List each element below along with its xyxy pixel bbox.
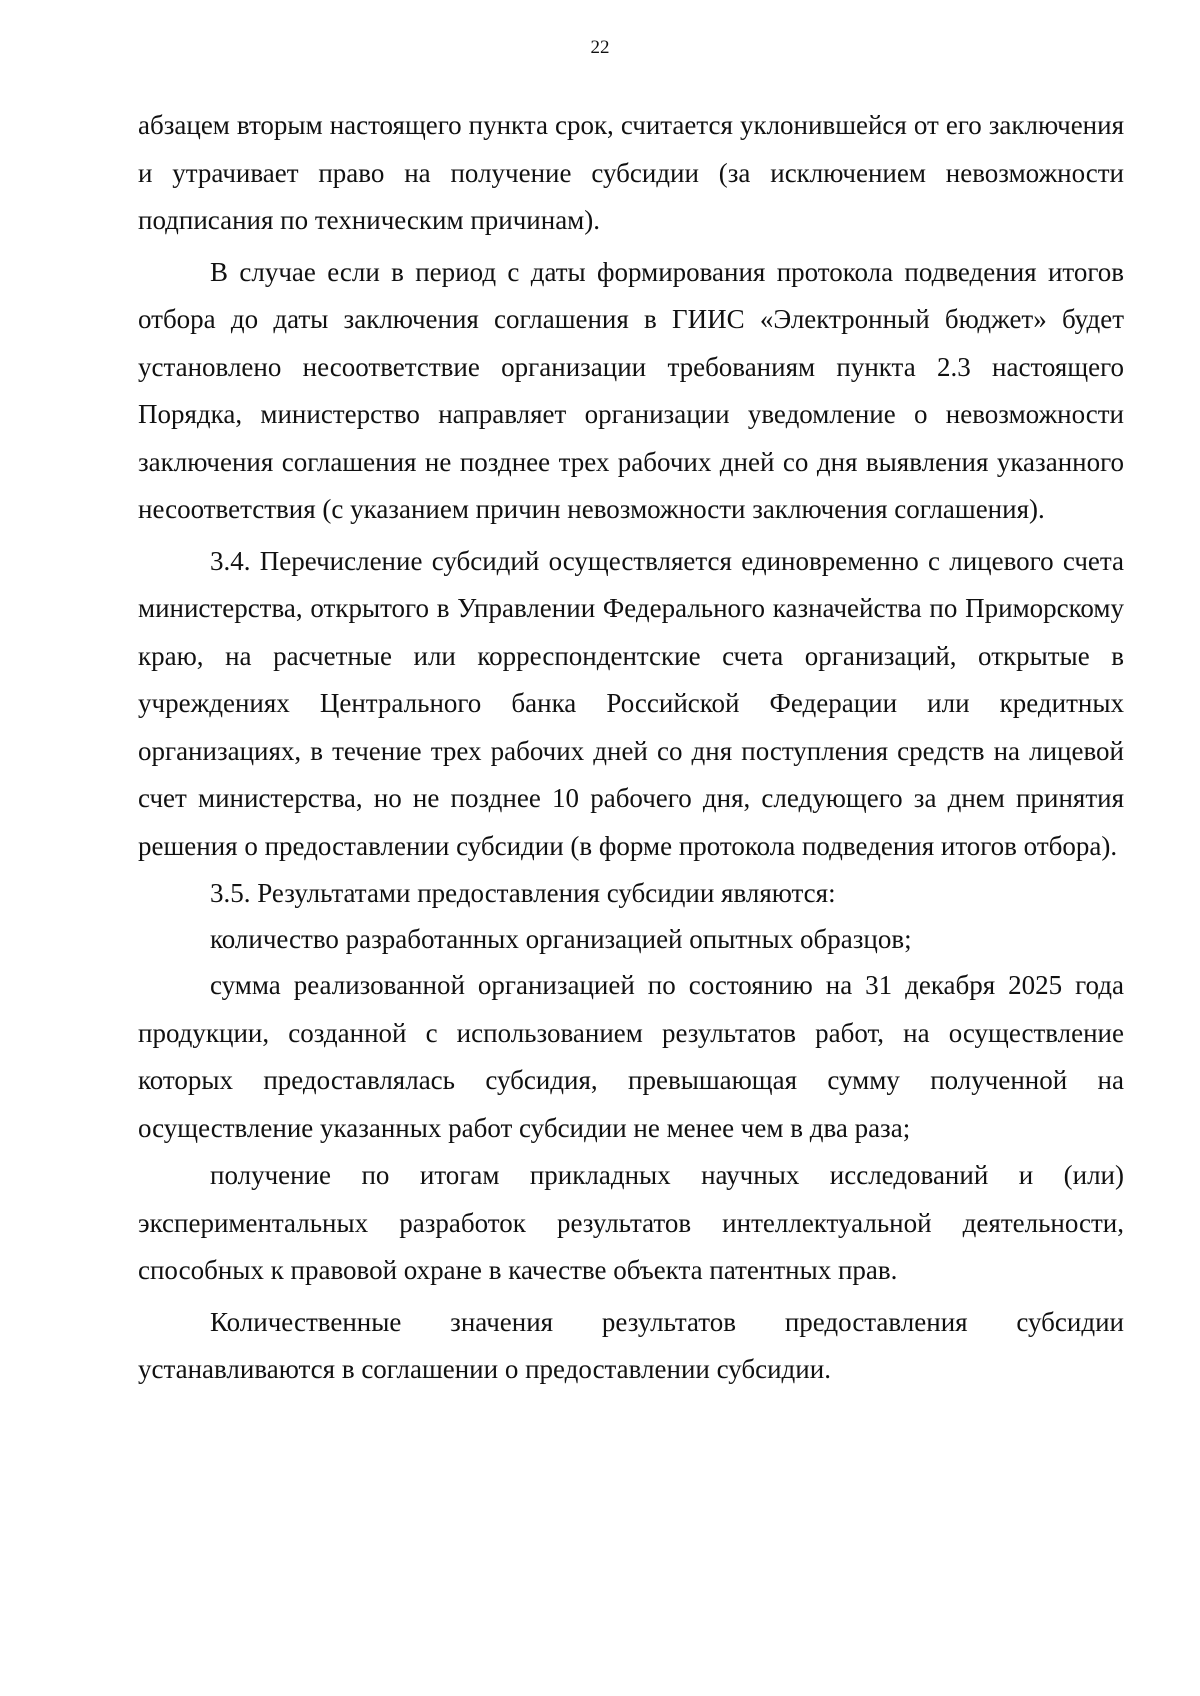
paragraph-result-patents: получение по итогам прикладных научных исследований и (или) экспериментальных разработок результатов интеллектуальной деятельности, способных к правовой охране в качестве объекта патентных прав.: [138, 1160, 1124, 1285]
document-body: [138, 102, 1124, 1394]
paragraph-quantitative-values: Количественные значения результатов предоставления субсидии устанавливаются в соглашении о предоставлении субсидии.: [138, 1306, 1124, 1384]
paragraph-continuation: абзацем вторым настоящего пункта срок, считается уклонившейся от его заключения и утрачивает право на получение субсидии (за исключением невозможности подписания по техническим причинам).: [138, 110, 1124, 235]
paragraph-mismatch-notice: В случае если в период с даты формирования протокола подведения итогов отбора до даты заключения соглашения в ГИИС «Электронный бюджет» будет установлено несоответствие организации требованиям пункта 2.3 настоящего Порядка, министерство направляет организации уведомление о невозможности заключения соглашения не позднее трех рабочих дней со дня выявления указанного несоответствия (с указанием причин невозможности заключения соглашения).: [138, 256, 1124, 524]
paragraph-result-prototypes: количество разработанных организацией опытных образцов;: [210, 924, 912, 954]
paragraph-result-sales: сумма реализованной организацией по состоянию на 31 декабря 2025 года продукции, созданной с использованием результатов работ, на осуществление которых предоставлялась субсидия, превышающая сумму полученной на осуществление указанных работ субсидии не менее чем в два раза;: [138, 970, 1124, 1143]
paragraph-3-5-results: 3.5. Результатами предоставления субсидии являются:: [210, 878, 836, 908]
page-number: 22: [590, 37, 610, 58]
paragraph-3-4-transfer: 3.4. Перечисление субсидий осуществляется единовременно с лицевого счета министерства, открытого в Управлении Федерального казначейства по Приморскому краю, на расчетные или корреспондентские счета организаций, открытые в учреждениях Центрального банка Российской Федерации или кредитных организациях, в течение трех рабочих дней со дня поступления средств на лицевой счет министерства, но не позднее 10 рабочего дня, следующего за днем принятия решения о предоставлении субсидии (в форме протокола подведения итогов отбора).: [138, 545, 1124, 861]
